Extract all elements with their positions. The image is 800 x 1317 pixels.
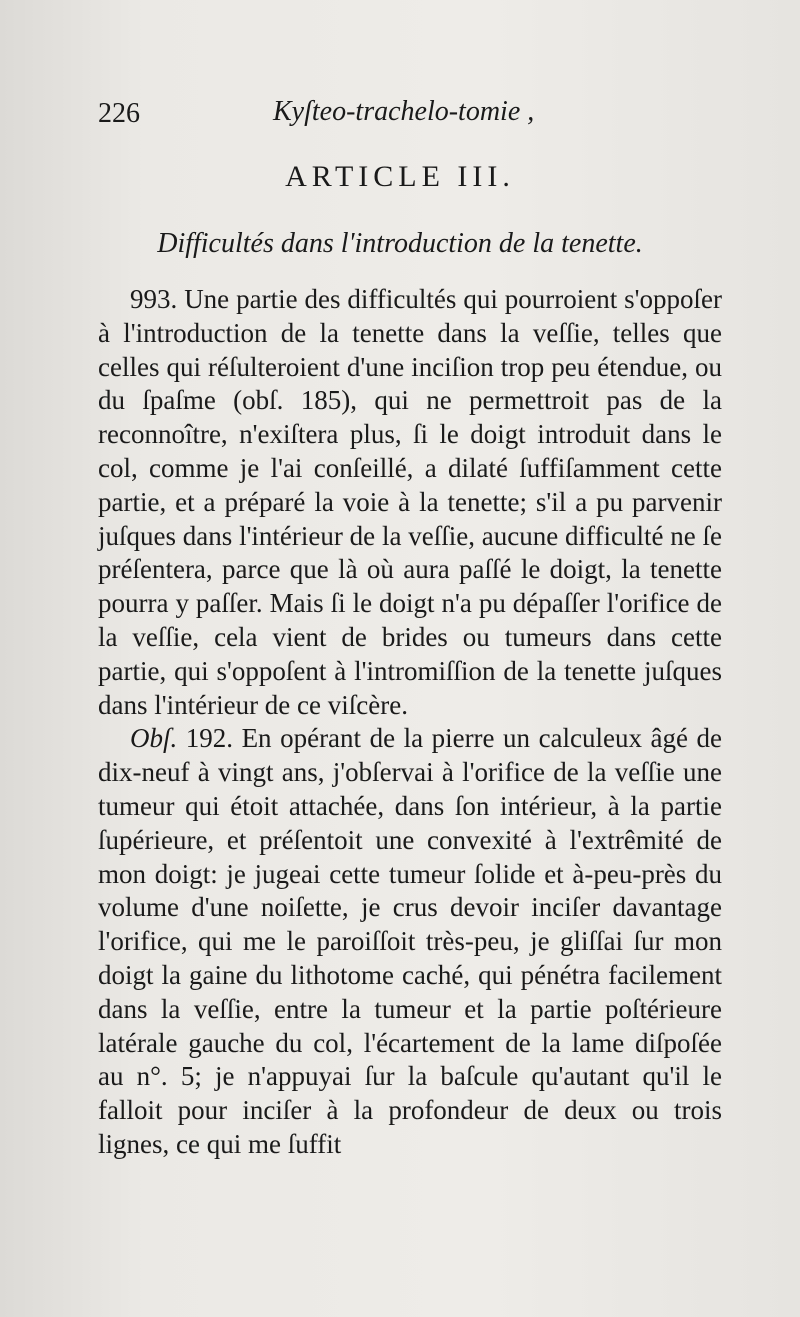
page-header: [98, 94, 718, 144]
article-heading: ARTICLE III.: [285, 160, 515, 193]
paragraph-993: [98, 283, 722, 722]
paragraph-text: Une partie des difficultés qui pourroient s'oppoſer à l'introduction de la tenette dans la veſſie, telles que celles qui réſulteroient d'une inciſion trop peu étendue, ou du ſpaſme (obſ. 185), qui ne permettroit pas de la reconnoître, n'exiſtera plus, ſi le doigt introduit dans le col, comme je l'ai conſeillé, a dilaté ſuffiſamment cette partie, et a préparé la voie à la tenette; s'il a pu parvenir juſques dans l'intérieur de la veſſie, aucune difficulté ne ſe préſentera, parce que là où aura paſſé le doigt, la tenette pourra y paſſer. Mais ſi le doigt n'a pu dépaſſer l'orifice de la veſſie, cela vient de brides ou tumeurs dans cette partie, qui s'oppoſent à l'intromiſſion de la tenette juſques dans l'intérieur de ce viſcère.: [98, 284, 723, 720]
observation-label: Obſ.: [130, 723, 178, 754]
body-text: [98, 283, 722, 1162]
observation-192: [98, 722, 722, 1161]
running-title: Kyſteo-trachelo-tomie ,: [273, 96, 535, 127]
paragraph-number: 993.: [130, 284, 178, 314]
observation-number: 192.: [185, 723, 234, 754]
page-number: 226: [98, 98, 140, 129]
observation-text: En opérant de la pierre un calculeux âgé de dix-neuf à vingt ans, j'obſervai à l'orifice de la veſſie une tumeur qui étoit attachée, dans ſon intérieur, à la partie ſupérieure, et préſentoit une convexité à l'extrêmité de mon doigt: je jugeai cette tumeur ſolide et à-peu-près du volume d'une noiſette, je crus devoir inciſer davantage l'orifice, qui me le paroiſſoit très-peu, je gliſſai ſur mon doigt la gaine du lithotome caché, qui pénétra facilement dans la veſſie, entre la tumeur et la partie poſtérieure latérale gauche du col, l'écartement de la lame diſpoſée au n°. 5; je n'appuyai ſur la baſcule qu'autant qu'il le falloit pour inciſer à la profondeur de deux ou trois lignes, ce qui me ſuffit: [98, 723, 723, 1159]
section-title: Difficultés dans l'introduction de la tenette.: [157, 228, 643, 259]
